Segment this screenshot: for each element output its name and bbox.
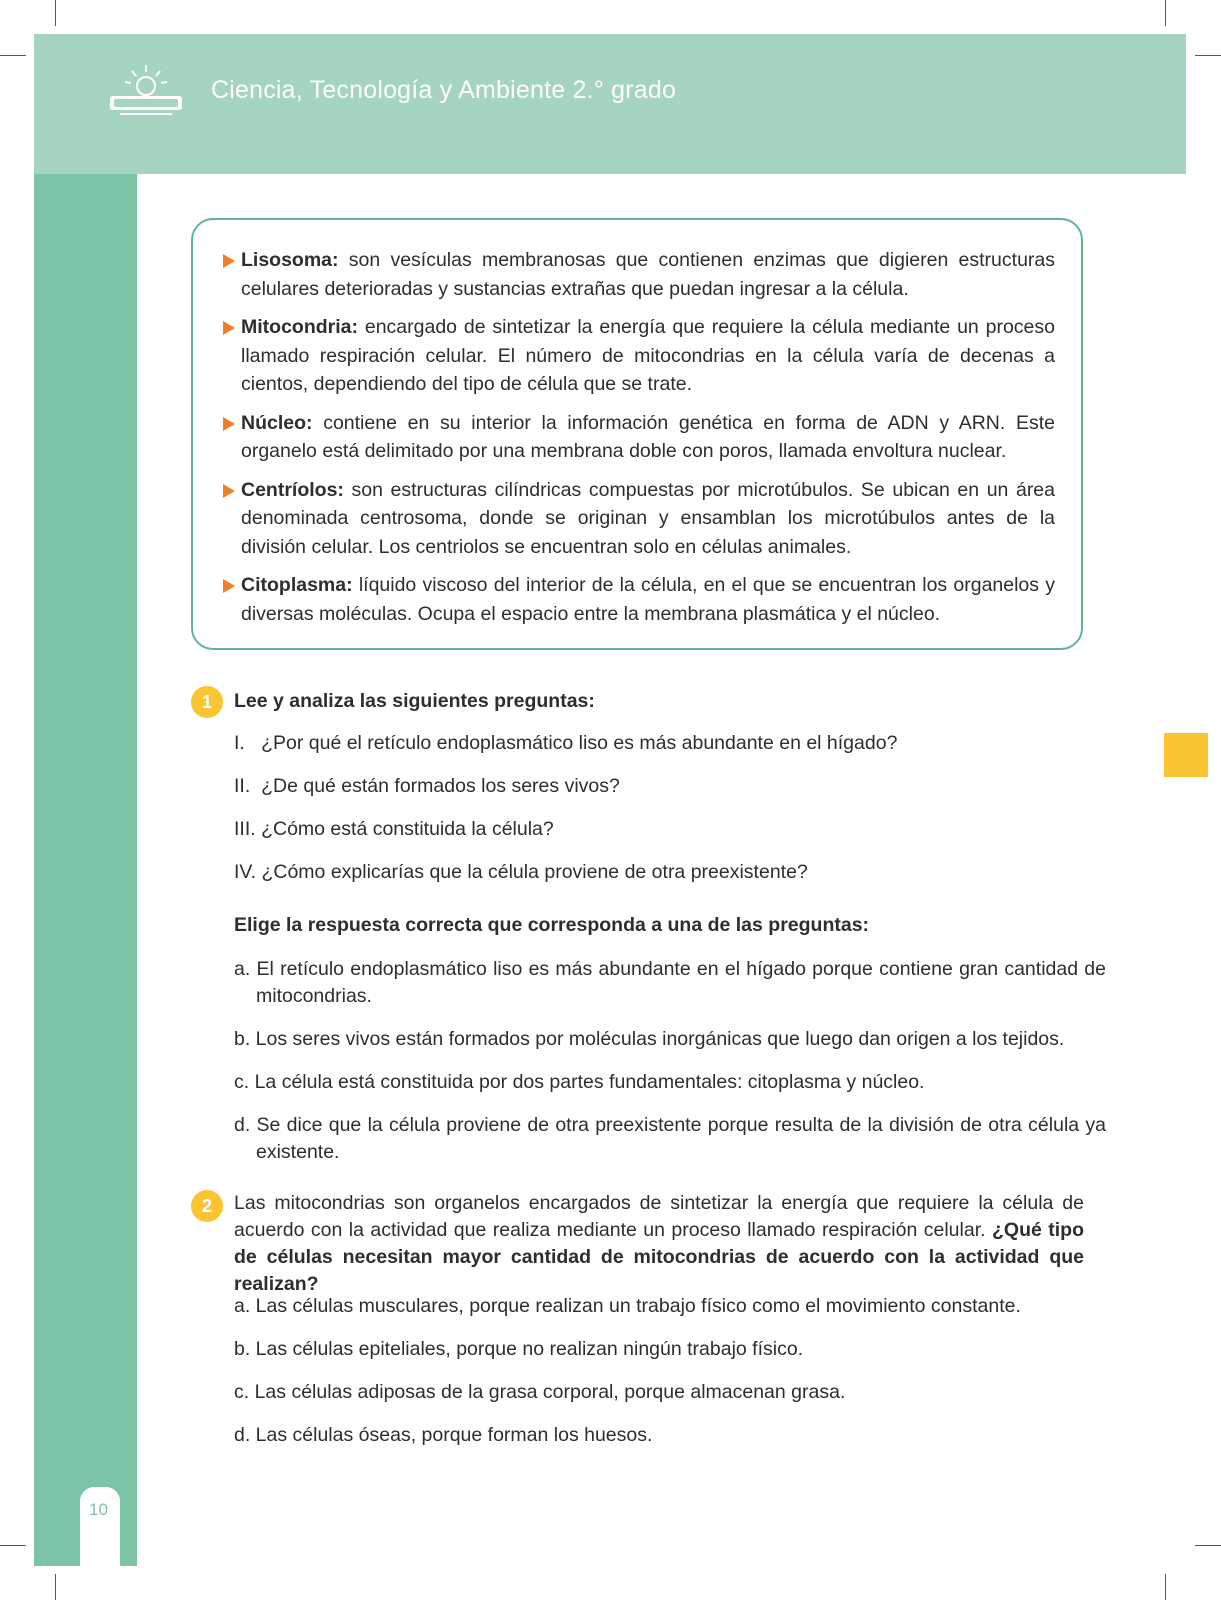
page-number-tab bbox=[80, 1487, 120, 1567]
crop-mark bbox=[55, 1574, 56, 1600]
bullet-triangle-icon bbox=[223, 579, 235, 593]
bullet-triangle-icon bbox=[223, 484, 235, 498]
info-text: líquido viscoso del interior de la célula, en el que se encuentran los organelos y diversas moléculas. Ocupa el espacio entre la membrana plasmática y el núcleo. bbox=[241, 574, 1055, 625]
question-prompt: ¿Qué tipo de células necesitan mayor cantidad de mitocondrias de acuerdo con la actividad que realizan? bbox=[234, 1219, 1084, 1295]
page-number: 10 bbox=[89, 1500, 108, 1519]
answer-option: c. Las células adiposas de la grasa corporal, porque almacenan grasa. bbox=[234, 1381, 846, 1403]
crop-mark bbox=[1165, 0, 1166, 26]
page-header-title: Ciencia, Tecnología y Ambiente 2.° grado bbox=[211, 76, 677, 104]
left-sidebar bbox=[34, 174, 137, 1566]
info-term: Mitocondria: bbox=[241, 316, 358, 338]
answer-option: b. Los seres vivos están formados por moléculas inorgánicas que luego dan origen a los tejidos. bbox=[234, 1028, 1065, 1050]
crop-mark bbox=[55, 0, 56, 26]
bullet-triangle-icon bbox=[223, 254, 235, 268]
crop-mark bbox=[1195, 55, 1221, 56]
answer-option: a. Las células musculares, porque realizan un trabajo físico como el movimiento constante. bbox=[234, 1295, 1021, 1317]
question-2-stem bbox=[234, 1190, 1084, 1298]
question-item: IV. ¿Cómo explicarías que la célula proviene de otra preexistente? bbox=[234, 861, 808, 883]
section-tab-marker bbox=[1164, 733, 1208, 777]
answer-option: a. El retículo endoplasmático liso es más abundante en el hígado porque contiene gran cantidad de mitocondrias. bbox=[234, 958, 1106, 1007]
answer-option: b. Las células epiteliales, porque no realizan ningún trabajo físico. bbox=[234, 1338, 804, 1360]
crop-mark bbox=[0, 55, 26, 56]
question-item: III. ¿Cómo está constituida la célula? bbox=[234, 818, 554, 840]
info-term: Núcleo: bbox=[241, 411, 313, 434]
answer-option: d. Se dice que la célula proviene de otra preexistente porque resulta de la división de otra célula ya existente. bbox=[234, 1114, 1106, 1163]
crop-mark bbox=[1195, 1545, 1221, 1546]
info-item-mitocondria bbox=[223, 313, 1055, 399]
info-text: son vesículas membranosas que contienen enzimas que digieren estructuras celulares deterioradas y sustancias extrañas que puedan ingresar a la célula. bbox=[241, 249, 1055, 300]
info-term: Centríolos: bbox=[241, 478, 344, 501]
question-number-badge: 2 bbox=[191, 1190, 223, 1222]
question-item: I. ¿Por qué el retículo endoplasmático liso es más abundante en el hígado? bbox=[234, 732, 898, 754]
answer-option: c. La célula está constituida por dos partes fundamentales: citoplasma y núcleo. bbox=[234, 1071, 925, 1093]
info-item-nucleo bbox=[223, 409, 1055, 466]
answer-option: d. Las células óseas, porque forman los huesos. bbox=[234, 1424, 653, 1446]
bullet-triangle-icon bbox=[223, 321, 235, 335]
info-item-centriolos bbox=[223, 476, 1055, 562]
question-item: II. ¿De qué están formados los seres vivos? bbox=[234, 775, 620, 797]
crop-mark bbox=[1165, 1574, 1166, 1600]
question-intro: Las mitocondrias son organelos encargados de sintetizar la energía que requiere la célula de acuerdo con la actividad que realiza mediante un proceso llamado respiración celular. bbox=[234, 1192, 1084, 1241]
instruction-text: Elige la respuesta correcta que corresponda a una de las preguntas: bbox=[234, 914, 870, 936]
info-term: Lisosoma: bbox=[241, 249, 339, 271]
info-term: Citoplasma: bbox=[241, 574, 353, 596]
crop-mark bbox=[0, 1545, 26, 1546]
info-item-citoplasma bbox=[223, 571, 1055, 628]
info-text: son estructuras cilíndricas compuestas por microtúbulos. Se ubican en un área denominada centrosoma, donde se originan y ensamblan los microtúbulos antes de la división celular. Los centriolos se encuentran solo en células animales. bbox=[241, 478, 1055, 558]
info-text: contiene en su interior la información genética en forma de ADN y ARN. Este organelo está delimitado por una membrana doble con poros, llamada envoltura nuclear. bbox=[241, 411, 1055, 462]
question-number-badge: 1 bbox=[191, 686, 223, 718]
logo-icon bbox=[106, 62, 186, 120]
info-text: encargado de sintetizar la energía que requiere la célula mediante un proceso llamado respiración celular. El número de mitocondrias en la célula varía de decenas a cientos, dependiendo del tipo de célula que se trate. bbox=[241, 316, 1055, 395]
bullet-triangle-icon bbox=[223, 417, 235, 431]
info-item-lisosoma bbox=[223, 246, 1055, 303]
question-title: Lee y analiza las siguientes preguntas: bbox=[234, 690, 595, 712]
organelle-info-box bbox=[191, 218, 1083, 650]
